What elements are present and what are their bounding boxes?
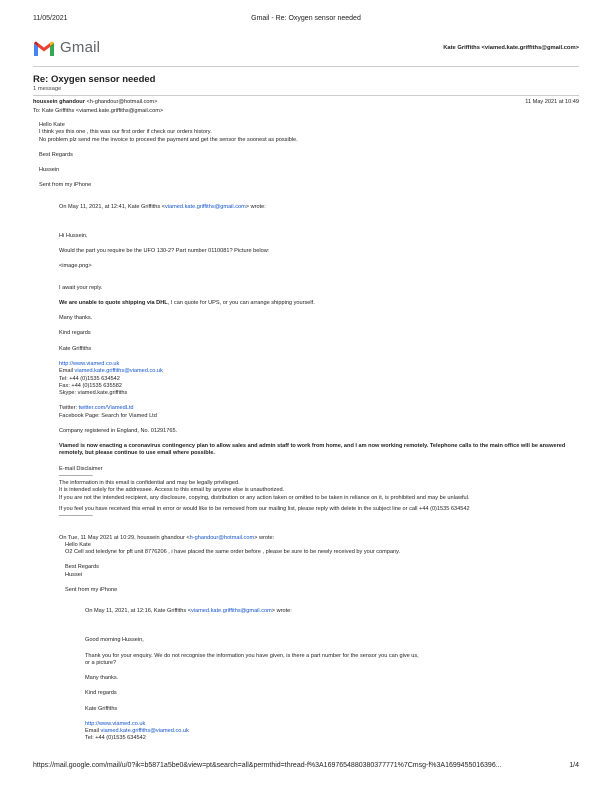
quote-greeting: Good morning Hussein, <box>85 637 144 644</box>
reply-line: I think yes this one , this was our first order if check our orders history. <box>39 129 212 136</box>
website-link[interactable]: http://www.viamed.co.uk <box>59 360 120 367</box>
gmail-icon <box>33 40 55 57</box>
print-footer <box>33 761 579 770</box>
divider-dash: —————— <box>59 472 93 479</box>
page-number: 1/4 <box>569 761 579 769</box>
quote-thanks: Many thanks. <box>85 675 119 682</box>
twitter-link[interactable]: twitter.com/ViamedLtd <box>78 405 134 412</box>
quote-line: Thank you for your enquiry. We do not recognise the information you have given, is there a part number for the sensor you can give us, <box>85 652 419 659</box>
print-title: Gmail - Re: Oxygen sensor needed <box>251 15 361 22</box>
reply-greeting: Hello Kate <box>39 122 65 128</box>
quote-regards: Best Regards <box>65 564 99 571</box>
quote-await: I await your reply. <box>59 284 103 291</box>
thread-subject: Re: Oxygen sensor needed <box>33 74 156 85</box>
quote-regards: Kind regards <box>59 330 91 337</box>
message-to: To: Kate Griffiths <viamed.kate.griffiths@gmail.com> <box>33 108 164 114</box>
signature-company: Company registered in England, No. 01291765. <box>59 427 178 434</box>
image-placeholder: <image.png> <box>59 263 92 270</box>
email-link[interactable]: viamed.kate.griffiths@gmail.com <box>190 608 272 615</box>
print-url: https://mail.google.com/mail/u/0?ik=b5871a5be0&view=pt&search=all&permthid=thread-f%3A1697654880380377771%7Cmsg-f%3A16994550163​96... <box>33 761 502 769</box>
quote-sent-from: Sent from my iPhone <box>65 586 118 593</box>
quote-greeting: Hello Kate <box>65 541 91 548</box>
divider-dash: —————— <box>59 513 93 520</box>
sender-name: houssein ghandour <box>33 99 85 105</box>
covid-notice: Viamed is now enacting a coronavirus contingency plan to allow sales and admin staff to work from home, and I am now working remotely. Telephone calls to the main office will be answered remotely, but please continue to use email where possible. <box>59 443 566 457</box>
quote-attribution: On May 11, 2021, at 12:16, Kate Griffiths <viamed.kate.griffiths@gmail.com> wrote: <box>85 608 292 615</box>
email-link[interactable]: viamed.kate.griffiths@viamed.co.uk <box>100 728 189 735</box>
sender-address: <h-ghandour@hotmail.com> <box>86 99 158 105</box>
signature-email: Email viamed.kate.griffiths@viamed.co.uk <box>59 368 163 375</box>
reply-sent-from: Sent from my iPhone <box>39 182 92 189</box>
signature-fax: Fax: +44 (0)1535 635582 <box>59 382 122 389</box>
quote-block-2 <box>59 535 579 743</box>
quote-attribution: On Tue, 11 May 2021 at 10:29, houssein ghandour <h-ghandour@hotmail.com> wrote: <box>59 534 275 541</box>
reply-name: Hussein <box>39 167 60 174</box>
account-label: Kate Griffiths <viamed.kate.griffiths@gmail.com> <box>443 45 579 51</box>
reply-regards: Best Regards <box>39 151 73 158</box>
quote-name: Kate Griffiths <box>85 705 118 712</box>
quote-regards: Kind regards <box>85 690 117 697</box>
quote-thanks: Many thanks. <box>59 315 93 322</box>
quote-greeting: Hi Hussein, <box>59 232 88 239</box>
quote-line: O2 Cell sod teledyne for pft unit 8776206 , i have placed the same order before , please be sure to be newly received by your company. <box>65 549 401 556</box>
quote-question: Would the part you require be the UFO 130-2? Part number 0110081? Picture below: <box>59 248 270 255</box>
disclaimer-title: E-mail Disclaimer <box>59 465 103 472</box>
reply-line: No problem plz send me the invoice to proceed the payment and get the sensor the soonest as possible. <box>39 136 298 143</box>
quote-name: Hussei <box>65 571 83 578</box>
email-link[interactable]: viamed.kate.griffiths@gmail.com <box>164 203 246 210</box>
print-header <box>33 14 579 23</box>
email-link[interactable]: h-ghandour@hotmail.com <box>189 534 255 541</box>
quote-block-1 <box>59 204 579 521</box>
email-link[interactable]: viamed.kate.griffiths@viamed.co.uk <box>74 368 163 375</box>
signature <box>59 361 579 521</box>
quote-attribution: On May 11, 2021, at 12:41, Kate Griffiths <viamed.kate.griffiths@gmail.com> wrote: <box>59 203 266 210</box>
quote-line: or a picture? <box>85 659 117 666</box>
header-divider <box>33 66 579 67</box>
disclaimer-line: The information in this email is confidential and may be legally privileged. <box>59 480 240 487</box>
signature-twitter: Twitter: twitter.com/ViamedLtd <box>59 405 134 412</box>
shipping-note: We are unable to quote shipping via DHL, I can quote for UPS, or you can arrange shipping yourself. <box>59 299 315 306</box>
gmail-logo[interactable] <box>33 38 100 58</box>
website-link[interactable]: http://www.viamed.co.uk <box>85 720 146 727</box>
signature-skype: Skype: viamed.kate.griffiths <box>59 390 128 397</box>
gmail-wordmark: Gmail <box>60 39 101 57</box>
message-date: 11 May 2021 at 10:49 <box>525 99 579 105</box>
signature-facebook: Facebook Page: Search for Viamed Ltd <box>59 412 157 419</box>
subject-divider <box>33 95 579 96</box>
disclaimer-line: If you feel you have received this email in error or would like to be removed from our mailing list, please reply with delete in the subject line or call +44 (0)1535 634542 <box>59 505 470 512</box>
disclaimer-line: If you are not the intended recipient, any disclosure, copying, distribution or any action taken or omitted to be taken in reliance on it, is prohibited and may be unlawful. <box>59 494 470 501</box>
print-date: 11/05/2021 <box>33 15 68 22</box>
disclaimer-line: It is intended solely for the addressee. Access to this email by anyone else is unauthorized. <box>59 487 285 494</box>
signature-tel: Tel: +44 (0)1535 634542 <box>85 735 146 742</box>
message-count: 1 message <box>33 86 62 92</box>
message-body <box>39 122 579 743</box>
message-from <box>33 99 157 106</box>
quote-name: Kate Griffiths <box>59 345 92 352</box>
quote-block-3: On May 11, 2021, at 12:16, Kate Griffiths <viamed.kate.griffiths@gmail.com> wrote: Good morning Hussein, Thank you for your enquiry. We do not recognise the information you have given, is there a part number for the sensor you can give us, or a picture? Many thanks. Kind regards Kate Griffiths http://www.viamed.co.uk Email viamed.kate.griffiths@viamed.co.uk Tel: +44 (0)1535 634542 <box>85 608 579 743</box>
signature-tel: Tel: +44 (0)1535 634542 <box>59 375 120 382</box>
